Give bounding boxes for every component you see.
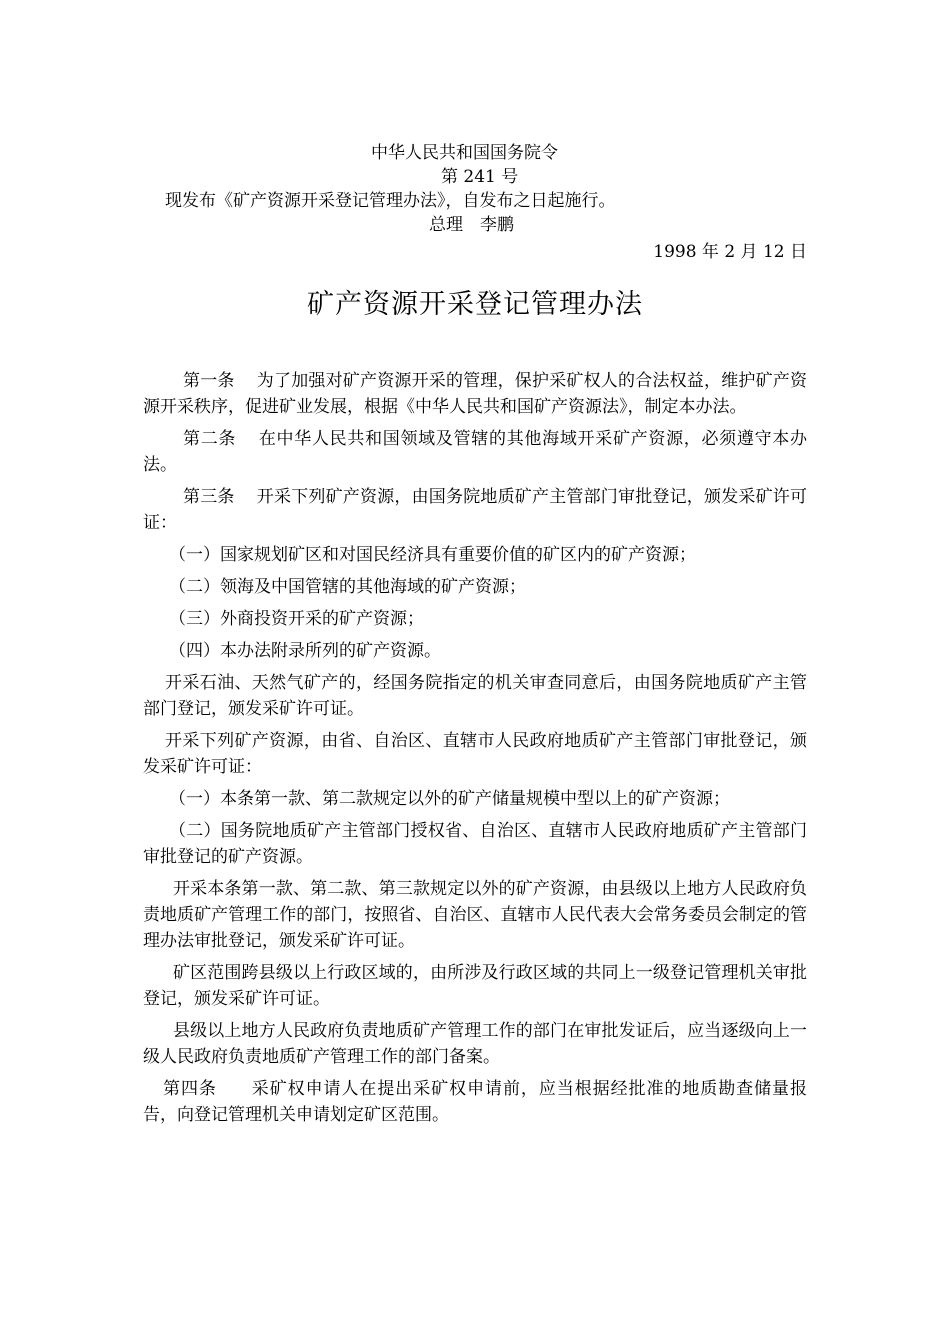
- decree-signature: 总理 李鹏: [429, 215, 514, 235]
- article-label: 第一条: [183, 371, 235, 391]
- decree-number: 第 241 号: [441, 167, 519, 187]
- article-paragraph: [143, 1076, 807, 1128]
- body-paragraph: 开采下列矿产资源，由省、自治区、直辖市人民政府地质矿产主管部门审批登记，颁发采矿许可证：: [143, 731, 807, 777]
- decree-issuer: 中华人民共和国国务院令: [371, 143, 558, 163]
- article-paragraph: [143, 426, 807, 478]
- body-paragraph: 开采本条第一款、第二款、第三款规定以外的矿产资源，由县级以上地方人民政府负责地质矿产管理工作的部门，按照省、自治区、直辖市人民代表大会常务委员会制定的管理办法审批登记，颁发采矿许可证。: [143, 879, 807, 951]
- article-label: 第三条: [183, 487, 235, 507]
- list-item-paragraph: （四）本办法附录所列的矿产资源。: [169, 641, 441, 661]
- article-label: 第四条: [163, 1079, 217, 1099]
- list-item-paragraph: （三）外商投资开采的矿产资源；: [169, 609, 424, 629]
- paragraph-text: 为了加强对矿产资源开采的管理，保护采矿权人的合法权益，维护矿产资源开采秩序，促进矿业发展，根据《中华人民共和国矿产资源法》，制定本办法。: [143, 371, 808, 417]
- article-paragraph: [143, 368, 807, 420]
- list-item-paragraph: （一）本条第一款、第二款规定以外的矿产储量规模中型以上的矿产资源；: [169, 789, 730, 809]
- paragraph-text: 在中华人民共和国领域及管辖的其他海域开采矿产资源，必须遵守本办法。: [143, 429, 808, 475]
- body-paragraph: 开采石油、天然气矿产的，经国务院指定的机关审查同意后，由国务院地质矿产主管部门登记，颁发采矿许可证。: [143, 673, 807, 719]
- article-paragraph: [143, 484, 807, 536]
- body-paragraph: 矿区范围跨县级以上行政区域的，由所涉及行政区域的共同上一级登记管理机关审批登记，颁发采矿许可证。: [143, 963, 807, 1009]
- body-paragraph: 县级以上地方人民政府负责地质矿产管理工作的部门在审批发证后，应当逐级向上一级人民政府负责地质矿产管理工作的部门备案。: [143, 1021, 807, 1067]
- paragraph-text: 采矿权申请人在提出采矿权申请前，应当根据经批准的地质勘查储量报告，向登记管理机关申请划定矿区范围。: [143, 1079, 808, 1125]
- document-title: 矿产资源开采登记管理办法: [307, 289, 643, 320]
- list-item-paragraph: （一）国家规划矿区和对国民经济具有重要价值的矿区内的矿产资源；: [169, 545, 696, 565]
- paragraph-text: 开采下列矿产资源，由国务院地质矿产主管部门审批登记，颁发采矿许可证：: [143, 487, 808, 533]
- decree-announcement: 现发布《矿产资源开采登记管理办法》，自发布之日起施行。: [165, 191, 616, 211]
- document-body: [143, 368, 807, 1134]
- list-item-paragraph: （二）国务院地质矿产主管部门授权省、自治区、直辖市人民政府地质矿产主管部门审批登记的矿产资源。: [143, 821, 807, 867]
- list-item-paragraph: （二）领海及中国管辖的其他海域的矿产资源；: [169, 577, 526, 597]
- article-label: 第二条: [183, 429, 237, 449]
- decree-date: 1998 年 2 月 12 日: [653, 242, 807, 262]
